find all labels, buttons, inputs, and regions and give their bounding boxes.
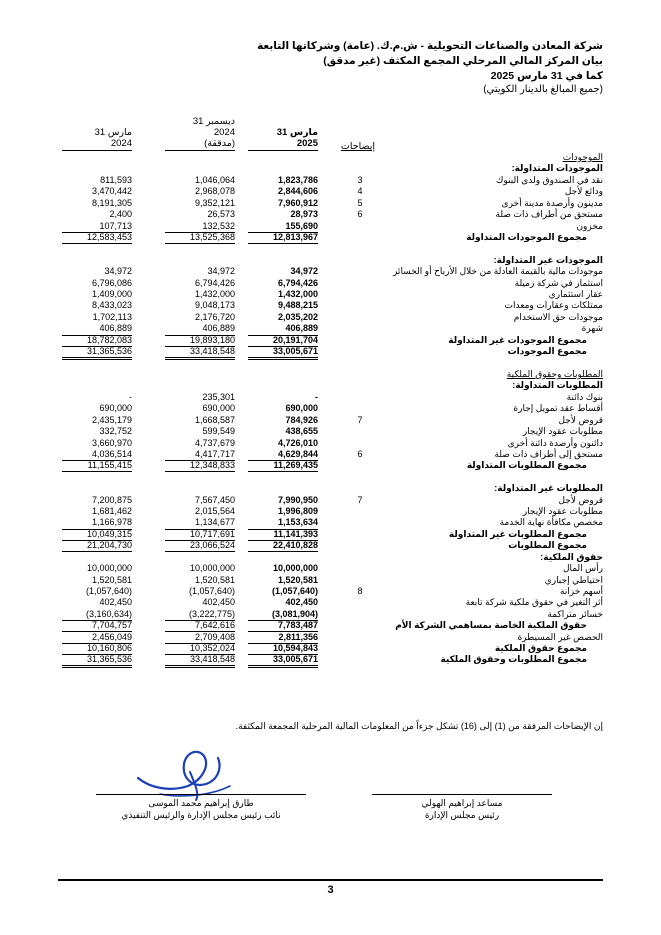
row-value-mar-2025: - bbox=[315, 391, 318, 402]
table-row bbox=[0, 654, 661, 665]
row-value-mar-2024: 12,583,453 bbox=[86, 231, 132, 242]
subtotal-rule bbox=[62, 643, 132, 644]
table-row bbox=[0, 278, 661, 289]
row-value-mar-2024: 8,191,305 bbox=[91, 197, 132, 208]
subtotal-rule bbox=[62, 540, 132, 541]
row-value-mar-2024: 1,681,462 bbox=[91, 506, 132, 517]
col-dec2024-line1: 2024 bbox=[213, 127, 235, 138]
row-value-dec-2024: 1,668,587 bbox=[194, 414, 235, 425]
subtotal-rule bbox=[248, 620, 318, 621]
row-label: مجموع حقوق الملكية bbox=[494, 643, 587, 654]
row-value-dec-2024: 7,642,616 bbox=[194, 620, 235, 631]
table-row bbox=[0, 563, 661, 574]
company-name: شركة المعادن والصناعات التحويلية - ش.م.ك. (عامة) وشركاتها التابعة bbox=[257, 40, 603, 52]
table-row bbox=[0, 438, 661, 449]
subtotal-rule bbox=[248, 551, 318, 552]
subtotal-rule bbox=[165, 540, 235, 541]
subtotal-rule bbox=[62, 471, 132, 472]
row-label: مخزون bbox=[576, 220, 603, 231]
row-value-mar-2025: 4,629,844 bbox=[277, 448, 318, 459]
row-label: المطلوبات غير المتداولة: bbox=[494, 483, 603, 494]
row-value-mar-2024: 1,166,978 bbox=[91, 517, 132, 528]
row-value-mar-2024: 1,702,113 bbox=[92, 311, 132, 322]
table-row bbox=[0, 632, 661, 643]
row-value-dec-2024: 10,717,691 bbox=[189, 528, 235, 539]
row-value-mar-2024: 31,365,536 bbox=[86, 654, 132, 665]
currency-note: (جميع المبالغ بالدينار الكويتي) bbox=[483, 84, 603, 95]
table-row bbox=[0, 346, 661, 357]
subtotal-rule bbox=[165, 665, 235, 668]
row-label: احتياطي إجباري bbox=[544, 574, 603, 585]
table-row bbox=[0, 289, 661, 300]
row-label: مجموع المطلوبات المتداولة bbox=[466, 460, 587, 471]
subtotal-rule bbox=[165, 471, 235, 472]
row-value-dec-2024: 2,176,720 bbox=[194, 311, 235, 322]
row-value-mar-2024: 107,713 bbox=[99, 220, 132, 231]
row-label: قروض لأجل bbox=[558, 494, 603, 505]
subtotal-rule bbox=[248, 346, 318, 347]
row-label: دائنون وأرصدة دائنة أخرى bbox=[507, 437, 603, 448]
subtotal-rule bbox=[62, 346, 132, 347]
row-value-mar-2024: 1,520,581 bbox=[91, 574, 132, 585]
subtotal-rule bbox=[165, 346, 235, 347]
table-row bbox=[0, 426, 661, 437]
subtotal-rule bbox=[248, 665, 318, 668]
row-value-mar-2024: 34,972 bbox=[104, 266, 132, 277]
row-label: أسهم خزانة bbox=[559, 585, 603, 596]
subtotal-rule bbox=[165, 529, 235, 530]
row-value-dec-2024: 34,972 bbox=[207, 266, 235, 277]
table-row bbox=[0, 597, 661, 608]
row-value-mar-2024: - bbox=[129, 391, 132, 402]
subtotal-rule bbox=[62, 529, 132, 530]
row-value-mar-2025: 1,823,786 bbox=[277, 174, 318, 185]
row-value-dec-2024: 2,015,564 bbox=[194, 506, 235, 517]
subtotal-rule bbox=[62, 654, 132, 655]
subtotal-rule bbox=[165, 654, 235, 655]
row-value-dec-2024: 1,520,581 bbox=[194, 574, 235, 585]
subtotal-rule bbox=[248, 335, 318, 336]
row-value-dec-2024: 9,048,173 bbox=[194, 300, 235, 311]
row-label: مجموع المطلوبات bbox=[508, 540, 587, 551]
col-dec2024-line0: 31 ديسمبر bbox=[192, 116, 235, 127]
table-row bbox=[0, 209, 661, 220]
subtotal-rule bbox=[248, 357, 318, 360]
table-row bbox=[0, 529, 661, 540]
signatory-left-title: نائب رئيس مجلس الإدارة والرئيس التنفيذي bbox=[121, 810, 281, 820]
row-value-mar-2025: 22,410,828 bbox=[272, 540, 318, 551]
row-label: حقوق الملكية الخاصة بمساهمي الشركة الأم bbox=[395, 620, 587, 631]
subtotal-rule bbox=[62, 665, 132, 668]
row-value-dec-2024: 1,134,677 bbox=[194, 517, 235, 528]
statement-date: كما في 31 مارس 2025 bbox=[490, 70, 603, 82]
table-row bbox=[0, 620, 661, 631]
subtotal-rule bbox=[248, 529, 318, 530]
table-row bbox=[0, 380, 661, 391]
subtotal-rule bbox=[62, 551, 132, 552]
row-value-mar-2025: 784,926 bbox=[285, 414, 318, 425]
row-value-mar-2024: 3,660,970 bbox=[91, 437, 132, 448]
subtotal-rule bbox=[248, 631, 318, 632]
table-row bbox=[0, 392, 661, 403]
row-value-dec-2024: 4,737,679 bbox=[194, 437, 235, 448]
row-value-mar-2025: 10,000,000 bbox=[272, 563, 318, 574]
notes-column-header: إيضاحات bbox=[340, 141, 376, 152]
subtotal-rule bbox=[165, 243, 235, 244]
row-value-mar-2024: 6,796,086 bbox=[91, 277, 132, 288]
table-row bbox=[0, 300, 661, 311]
row-value-dec-2024: 2,709,408 bbox=[194, 631, 235, 642]
signatory-right-name: مساعد إبراهيم الهولي bbox=[421, 798, 503, 808]
row-label: مجموع المطلوبات وحقوق الملكية bbox=[440, 654, 587, 665]
row-value-dec-2024: 19,893,180 bbox=[189, 334, 235, 345]
table-row bbox=[0, 403, 661, 414]
signatory-right bbox=[372, 797, 552, 821]
row-value-mar-2024: 2,435,179 bbox=[91, 414, 132, 425]
row-value-mar-2025: 12,813,967 bbox=[272, 231, 318, 242]
subtotal-rule bbox=[248, 643, 318, 644]
signatory-left-name: طارق إبراهيم محمد الموسى bbox=[148, 798, 254, 808]
row-value-dec-2024: 33,418,548 bbox=[189, 654, 235, 665]
row-value-mar-2025: 20,191,704 bbox=[272, 334, 318, 345]
row-value-dec-2024: 7,567,450 bbox=[194, 494, 235, 505]
row-note: 6 bbox=[357, 209, 363, 220]
row-label: شهرة bbox=[581, 323, 603, 334]
signatory-left bbox=[96, 797, 306, 821]
row-label: مطلوبات عقود الإيجار bbox=[522, 426, 603, 437]
row-label: مجموع الموجودات المتداولة bbox=[466, 231, 587, 242]
row-note: 3 bbox=[357, 174, 363, 185]
row-note: 8 bbox=[357, 585, 363, 596]
row-value-mar-2025: 34,972 bbox=[290, 266, 318, 277]
row-value-dec-2024: 690,000 bbox=[202, 403, 235, 414]
footer-rule bbox=[58, 879, 603, 881]
row-value-mar-2025: 2,844,606 bbox=[277, 186, 318, 197]
row-value-mar-2024: 18,782,083 bbox=[86, 334, 132, 345]
row-label: مجموع الموجودات bbox=[507, 346, 587, 357]
row-label: الموجودات المتداولة: bbox=[511, 163, 603, 174]
header-underline bbox=[165, 150, 235, 151]
row-value-mar-2024: 10,160,806 bbox=[86, 643, 132, 654]
row-value-mar-2025: 6,794,426 bbox=[277, 277, 318, 288]
row-note: 6 bbox=[357, 448, 363, 459]
statement-title: بيان المركز المالي المرحلي المجمع المكثف (غير مدقق) bbox=[323, 55, 603, 67]
subtotal-rule bbox=[165, 232, 235, 233]
row-note: 7 bbox=[357, 494, 363, 505]
row-note: 7 bbox=[357, 414, 363, 425]
col-mar2024-line1: 31 مارس bbox=[94, 127, 132, 138]
row-label: مطلوبات عقود الإيجار bbox=[522, 506, 603, 517]
row-label: نقد في الصندوق ولدى البنوك bbox=[495, 174, 603, 185]
row-value-mar-2025: 1,520,581 bbox=[277, 574, 318, 585]
table-row bbox=[0, 517, 661, 528]
subtotal-rule bbox=[62, 620, 132, 621]
row-note: 5 bbox=[357, 197, 363, 208]
row-label: المطلوبات المتداولة: bbox=[512, 380, 603, 391]
row-value-dec-2024: 235,301 bbox=[202, 391, 235, 402]
row-value-dec-2024: 402,450 bbox=[202, 597, 235, 608]
row-value-dec-2024: 10,000,000 bbox=[189, 563, 235, 574]
row-value-mar-2025: 7,960,912 bbox=[277, 197, 318, 208]
row-value-mar-2024: (3,160,634) bbox=[85, 608, 132, 619]
col-mar2024-line2: 2024 bbox=[110, 138, 132, 149]
row-value-mar-2024: 10,049,315 bbox=[86, 528, 132, 539]
row-value-mar-2025: 2,035,202 bbox=[277, 311, 318, 322]
subtotal-rule bbox=[62, 335, 132, 336]
table-row bbox=[0, 163, 661, 174]
table-row bbox=[0, 312, 661, 323]
row-value-mar-2024: 7,200,875 bbox=[91, 494, 132, 505]
page-number: 3 bbox=[327, 884, 334, 896]
row-label: موجودات حق الاستخدام bbox=[513, 311, 603, 322]
row-value-mar-2025: 11,141,393 bbox=[273, 528, 318, 539]
subtotal-rule bbox=[165, 460, 235, 461]
signature-line-right bbox=[372, 794, 552, 795]
table-row bbox=[0, 198, 661, 209]
subtotal-rule bbox=[165, 620, 235, 621]
row-label: مجموع الموجودات غير المتداولة bbox=[448, 334, 587, 345]
row-value-mar-2024: 2,456,049 bbox=[91, 631, 132, 642]
subtotal-rule bbox=[62, 357, 132, 360]
row-value-mar-2024: 11,155,415 bbox=[87, 460, 132, 471]
table-row bbox=[0, 323, 661, 334]
row-value-dec-2024: 132,532 bbox=[202, 220, 235, 231]
subtotal-rule bbox=[248, 243, 318, 244]
row-value-mar-2024: 1,409,000 bbox=[91, 289, 132, 300]
row-value-mar-2024: 406,889 bbox=[99, 323, 132, 334]
table-row bbox=[0, 540, 661, 551]
row-label: مدينون وأرصدة مدينة أخرى bbox=[501, 197, 603, 208]
row-label: المطلوبات وحقوق الملكية bbox=[506, 368, 603, 379]
row-value-dec-2024: 12,348,833 bbox=[189, 460, 235, 471]
row-label: خسائر متراكمة bbox=[547, 608, 603, 619]
row-label: ممتلكات وعقارات ومعدات bbox=[504, 300, 603, 311]
row-value-mar-2025: 4,726,010 bbox=[277, 437, 318, 448]
table-row bbox=[0, 369, 661, 380]
table-row bbox=[0, 552, 661, 563]
table-row bbox=[0, 609, 661, 620]
row-label: الحصص غير المسيطرة bbox=[517, 631, 603, 642]
row-value-mar-2024: (1,057,640) bbox=[85, 585, 132, 596]
header-underline bbox=[248, 150, 318, 151]
row-value-mar-2024: 332,752 bbox=[99, 426, 132, 437]
row-label: موجودات مالية بالقيمة العادلة من خلال الأرباح أو الخسائر bbox=[392, 266, 603, 277]
col-2025-line1: 31 مارس bbox=[276, 127, 318, 138]
subtotal-rule bbox=[62, 232, 132, 233]
table-row bbox=[0, 255, 661, 266]
subtotal-rule bbox=[165, 357, 235, 360]
row-value-dec-2024: 13,525,368 bbox=[189, 231, 235, 242]
signatory-right-title: رئيس مجلس الإدارة bbox=[424, 810, 500, 820]
row-label: استثمار في شركة زميلة bbox=[514, 277, 603, 288]
row-value-mar-2025: 33,005,671 bbox=[272, 346, 318, 357]
row-label: عقار استثماري bbox=[548, 289, 603, 300]
row-value-dec-2024: 9,352,121 bbox=[194, 197, 235, 208]
table-row bbox=[0, 575, 661, 586]
row-label: الموجودات غير المتداولة: bbox=[493, 254, 603, 265]
row-value-mar-2024: 811,593 bbox=[100, 174, 132, 185]
row-label: ودائع لأجل bbox=[564, 186, 603, 197]
row-value-mar-2025: 11,269,435 bbox=[273, 460, 318, 471]
row-value-mar-2025: 33,005,671 bbox=[272, 654, 318, 665]
subtotal-rule bbox=[62, 460, 132, 461]
row-value-mar-2024: 21,204,730 bbox=[86, 540, 132, 551]
subtotal-rule bbox=[248, 471, 318, 472]
row-value-dec-2024: 23,066,524 bbox=[189, 540, 235, 551]
row-value-mar-2025: 155,690 bbox=[285, 220, 318, 231]
row-value-dec-2024: 26,573 bbox=[207, 209, 235, 220]
table-row bbox=[0, 232, 661, 243]
subtotal-rule bbox=[62, 631, 132, 632]
row-label: رأس المال bbox=[562, 563, 603, 574]
row-value-mar-2025: (3,081,904) bbox=[271, 608, 318, 619]
row-value-mar-2024: 402,450 bbox=[99, 597, 132, 608]
row-value-mar-2024: 2,400 bbox=[109, 209, 132, 220]
table-row bbox=[0, 460, 661, 471]
table-row bbox=[0, 449, 661, 460]
row-label: مستحق إلى أطراف ذات صلة bbox=[494, 448, 603, 459]
header-underline bbox=[62, 150, 132, 151]
row-value-mar-2025: 1,153,634 bbox=[277, 517, 318, 528]
row-value-mar-2025: 402,450 bbox=[285, 597, 318, 608]
subtotal-rule bbox=[248, 460, 318, 461]
table-row bbox=[0, 175, 661, 186]
row-value-dec-2024: 1,432,000 bbox=[194, 289, 235, 300]
notes-disclaimer: إن الإيضاحات المرفقة من (1) إلى (16) تشكل جزءاً من المعلومات المالية المرحلية المجمعة المكثفة. bbox=[235, 721, 603, 731]
row-value-mar-2025: 2,811,356 bbox=[278, 631, 318, 642]
row-value-mar-2025: 1,432,000 bbox=[277, 289, 318, 300]
table-row bbox=[0, 243, 661, 254]
row-value-dec-2024: 1,046,064 bbox=[194, 174, 235, 185]
subtotal-rule bbox=[165, 335, 235, 336]
row-value-mar-2024: 10,000,000 bbox=[86, 563, 132, 574]
subtotal-rule bbox=[248, 232, 318, 233]
subtotal-rule bbox=[165, 631, 235, 632]
table-row bbox=[0, 643, 661, 654]
row-value-mar-2025: 438,655 bbox=[285, 426, 318, 437]
row-label: الموجودات bbox=[562, 152, 603, 162]
table-row bbox=[0, 186, 661, 197]
row-label: حقوق الملكية: bbox=[540, 551, 603, 562]
row-value-mar-2025: 28,973 bbox=[290, 209, 318, 220]
signature-line-left bbox=[96, 794, 306, 795]
subtotal-rule bbox=[248, 654, 318, 655]
table-row bbox=[0, 221, 661, 232]
row-value-mar-2024: 3,470,442 bbox=[91, 186, 132, 197]
row-value-mar-2025: 7,783,487 bbox=[277, 620, 318, 631]
row-value-dec-2024: 33,418,548 bbox=[189, 346, 235, 357]
row-label: بنوك دائنة bbox=[566, 391, 603, 402]
row-value-dec-2024: 10,352,024 bbox=[189, 643, 235, 654]
subtotal-rule bbox=[165, 643, 235, 644]
table-row bbox=[0, 266, 661, 277]
row-label: مستحق من أطراف ذات صلة bbox=[495, 209, 603, 220]
row-value-mar-2025: 1,996,809 bbox=[277, 506, 318, 517]
row-value-mar-2024: 7,704,757 bbox=[91, 620, 132, 631]
row-value-dec-2024: (1,057,640) bbox=[188, 585, 235, 596]
row-value-mar-2025: 690,000 bbox=[285, 403, 318, 414]
row-value-mar-2025: 7,990,950 bbox=[277, 494, 318, 505]
table-row bbox=[0, 472, 661, 483]
row-value-mar-2025: 406,889 bbox=[285, 323, 318, 334]
row-value-mar-2024: 31,365,536 bbox=[86, 346, 132, 357]
row-label: قروض لأجل bbox=[558, 414, 603, 425]
table-row bbox=[0, 335, 661, 346]
table-row bbox=[0, 586, 661, 597]
row-value-mar-2025: 9,488,215 bbox=[277, 300, 318, 311]
subtotal-rule bbox=[165, 551, 235, 552]
table-row bbox=[0, 506, 661, 517]
row-value-mar-2024: 8,433,023 bbox=[91, 300, 132, 311]
row-label: أقساط عقد تمويل إجارة bbox=[513, 403, 603, 414]
col-dec2024-line2: (مدققة) bbox=[204, 138, 235, 149]
table-row bbox=[0, 483, 661, 494]
table-row bbox=[0, 152, 661, 163]
row-value-mar-2025: (1,057,640) bbox=[271, 585, 318, 596]
row-value-mar-2025: 10,594,843 bbox=[272, 643, 318, 654]
row-value-mar-2024: 4,036,514 bbox=[91, 448, 132, 459]
row-label: مجموع المطلوبات غير المتداولة bbox=[448, 528, 587, 539]
row-value-dec-2024: 4,417,717 bbox=[194, 448, 235, 459]
table-row bbox=[0, 415, 661, 426]
subtotal-rule bbox=[62, 243, 132, 244]
col-2025-line2: 2025 bbox=[296, 138, 318, 149]
row-value-dec-2024: (3,222,775) bbox=[188, 608, 235, 619]
row-label: أثر التغير في حقوق ملكية شركة تابعة bbox=[465, 597, 603, 608]
table-row bbox=[0, 495, 661, 506]
row-value-dec-2024: 406,889 bbox=[202, 323, 235, 334]
row-value-dec-2024: 599,549 bbox=[202, 426, 235, 437]
row-value-dec-2024: 2,968,078 bbox=[194, 186, 235, 197]
row-value-mar-2024: 690,000 bbox=[99, 403, 132, 414]
subtotal-rule bbox=[248, 540, 318, 541]
row-value-dec-2024: 6,794,426 bbox=[194, 277, 235, 288]
row-label: مخصص مكافأة نهاية الخدمة bbox=[499, 517, 603, 528]
row-note: 4 bbox=[357, 186, 363, 197]
